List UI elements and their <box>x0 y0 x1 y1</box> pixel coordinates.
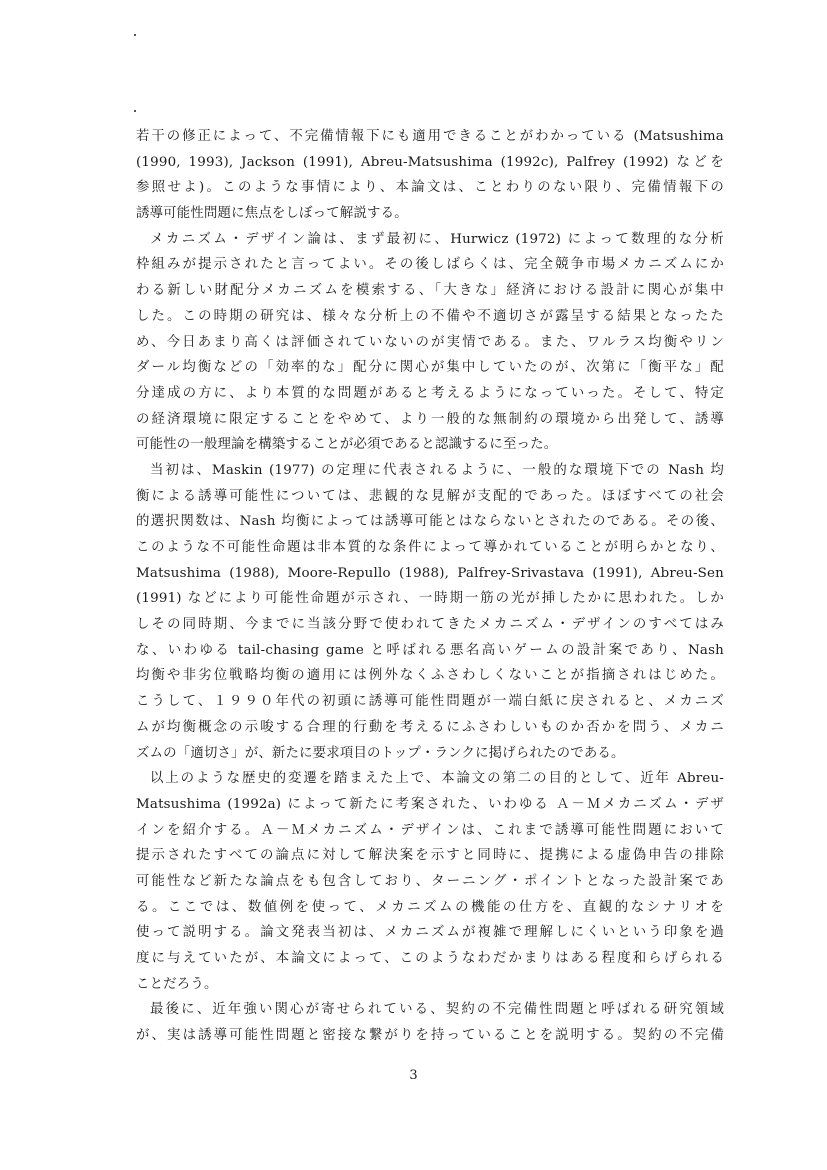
text-line: インを紹介する。Ａ－Ｍメカニズム・デザインは、これまで誘導可能性問題において <box>136 822 724 838</box>
text-line: 以上のような歴史的変遷を踏まえた上で、本論文の第二の目的として、近年 Abreu- <box>150 771 724 787</box>
text-line: こうして、１９９０年代の初頭に誘導可能性問題が一端白紙に戻されると、メカニズ <box>136 694 724 710</box>
page-number: 3 <box>409 1068 418 1083</box>
text-line: 当初は、Maskin (1977) の定理に代表されるように、一般的な環境下での Nash 均 <box>150 462 724 478</box>
text-line: Matsushima (1988), Moore-Repullo (1988), Palfrey-Srivastava (1991), Abreu-Sen <box>136 565 724 581</box>
text-line: (1991) などにより可能性命題が示され、一時期一筋の光が挿したかに思われた。しか <box>136 591 724 607</box>
scan-speck <box>134 110 136 112</box>
text-line: ことだろう。 <box>136 976 218 992</box>
text-line: 誘導可能性問題に焦点をしぼって解説する。 <box>136 206 408 222</box>
text-line: 枠組みが提示されたと言ってよい。その後しばらくは、完全競争市場メカニズムにか <box>136 257 724 273</box>
text-line: 提示されたすべての論点に対して解決案を示すと同時に、提携による虚偽申告の排除 <box>136 848 724 864</box>
text-line: な、いわゆる tail-chasing game と呼ばれる悪名高いゲームの設計案であり、Nash <box>136 642 724 658</box>
text-line: が、実は誘導可能性問題と密接な繋がりを持っていることを説明する。契約の不完備 <box>136 1028 724 1044</box>
text-line: 的選択関数は、Nash 均衡によっては誘導可能とはならないとされたのである。その後、 <box>136 514 724 530</box>
text-line: 度に与えていたが、本論文によって、このようなわだかまりはある程度和らげられる <box>136 951 724 966</box>
text-line: ダール均衡などの「効率的な」配分に関心が集中していたのが、次第に「衡平な」配 <box>136 360 724 376</box>
text-line: Matsushima (1992a) によって新たに考案された、いわゆる Ａ－Ｍメカニズム・デザ <box>136 796 724 812</box>
text-line: る。ここでは、数値例を使って、メカニズムの機能の仕方を、直観的なシナリオを <box>136 899 724 915</box>
text-line: ムが均衡概念の示唆する合理的行動を考えるにふさわしいものか否かを問う、メカニ <box>136 719 724 735</box>
text-line: 可能性など新たな論点をも包含しており、ターニング・ポイントとなった設計案であ <box>136 873 724 889</box>
text-line: ズムの「適切さ」が、新たに要求項目のトップ・ランクに掲げられたのである。 <box>136 745 625 761</box>
text-line: メカニズム・デザイン論は、まず最初に、Hurwicz (1972) によって数理的な分析 <box>150 231 724 247</box>
text-line: 参照せよ)。このような事情により、本論文は、ことわりのない限り、完備情報下の <box>136 180 724 196</box>
text-line: 可能性の一般理論を構築することが必須であると認識するに至った。 <box>136 437 558 453</box>
body-text <box>136 124 724 1049</box>
text-line: 分達成の方に、より本質的な問題があると考えるようになっていった。そして、特定 <box>136 385 724 401</box>
text-line: 最後に、近年強い関心が寄せられている、契約の不完備性問題と呼ばれる研究領域 <box>150 1002 724 1018</box>
text-line: (1990, 1993), Jackson (1991), Abreu-Matsushima (1992c), Palfrey (1992) などを <box>136 154 724 170</box>
text-line: の経済環境に限定することをやめて、より一般的な無制約の環境から出発して、誘導 <box>136 411 724 427</box>
text-line: 使って説明する。論文発表当初は、メカニズムが複雑で理解しにくいという印象を過 <box>136 925 724 941</box>
text-line: 若干の修正によって、不完備情報下にも適用できることがわかっている (Matsushima <box>136 129 724 144</box>
text-line: した。この時期の研究は、様々な分析上の不備や不適切さが露呈する結果となったた <box>136 308 724 324</box>
text-line: しその同時期、今までに当該分野で使われてきたメカニズム・デザインのすべてはみ <box>136 617 724 633</box>
text-line: 均衡や非劣位戦略均衡の適用には例外なくふさわしくないことが指摘されはじめた。 <box>136 668 724 684</box>
text-line: わる新しい財配分メカニズムを模索する、「大きな」経済における設計に関心が集中 <box>136 283 724 299</box>
text-line: このような不可能性命題は非本質的な条件によって導かれていることが明らかとなり、 <box>136 540 724 555</box>
text-line: め、今日あまり高くは評価されていないのが実情である。また、ワルラス均衡やリン <box>136 334 724 350</box>
scan-speck <box>134 34 136 36</box>
text-line: 衡による誘導可能性については、悲観的な見解が支配的であった。ほぼすべての社会 <box>136 488 724 504</box>
